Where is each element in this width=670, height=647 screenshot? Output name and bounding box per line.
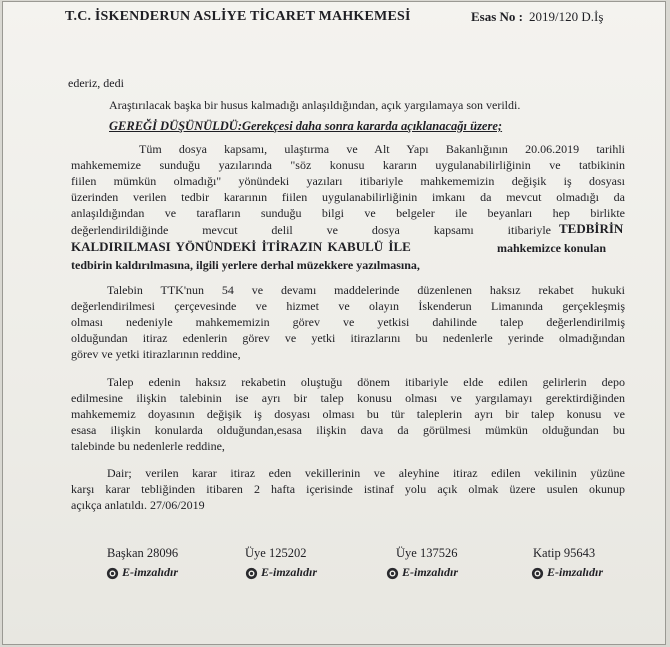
signatory-clerk: Katip 95643 — [533, 546, 596, 560]
e-signature — [245, 565, 317, 580]
e-signature-label: E-imzalıdır — [261, 565, 318, 579]
e-signature-label: E-imzalıdır — [122, 565, 179, 579]
e-signature-label: E-imzalıdır — [547, 565, 604, 579]
decision-line: tedbirin kaldırılmasına, ilgili yerlere derhal müzekkere yazılmasına, — [71, 258, 420, 272]
decision-heading: GEREĞİ DÜŞÜNÜLDÜ:Gerekçesi daha sonra kararda açıklanacağı üzere; — [109, 119, 503, 133]
paragraph-line: olduğundan itiraz edenlerin görev ve yetki itirazlarını bu nedenlerle yerinde olmadığından — [71, 331, 625, 345]
e-signature-label: E-imzalıdır — [402, 565, 459, 579]
paragraph-line: talebinde bu nedenlerle reddine, — [71, 439, 225, 453]
paragraph-line: esasa ilişkin konularda olduğundan,esasa ilişkin dava da görülmesi mümkün olduğundan bu — [71, 423, 625, 437]
paragraph-line: Talep edenin haksız rekabetin oluştuğu dönem itibariyle elde edilen gelirlerin depo — [107, 375, 625, 389]
paragraph-line: karşı karar tebliğinden itibaren 2 hafta içerisinde istinaf yolu açık olmak üzere usulen okunup — [71, 482, 625, 496]
e-signature — [531, 565, 603, 580]
document-page — [2, 1, 666, 645]
decision-line: fiilen mümkün olmadığı" yönündeki yazıları itibariyle mahkememizin değişik iş dosyası — [71, 174, 625, 188]
paragraph-line: Dair; verilen karar itiraz eden vekillerinin ve aleyhine itiraz edilen vekilinin yüzüne — [107, 466, 625, 480]
decision-line: mahkemizce konulan — [497, 241, 607, 255]
paragraph-line: edilmesine ilişkin talebinin ise ayrı bir talep konusu olması ve yargılamayı gerektirdiğinden — [71, 391, 625, 405]
decision-line: değerlendirildiğinde mevcut delil ve dosya kapsamı itibariyle — [71, 223, 551, 237]
decision-line: mahkememize sunduğu yazılarında "söz konusu kararın uygulanabilirliğinin ve tatbikinin — [71, 158, 625, 172]
e-signature — [386, 565, 458, 580]
paragraph-closing-hearing: Araştırılacak başka bir husus kalmadığı anlaşıldığından, açık yargılamaya son verildi. — [109, 98, 521, 112]
decision-emphasis: TEDBİRİN — [559, 221, 624, 236]
paragraph-line: açıkça anlatıldı. 27/06/2019 — [71, 498, 205, 512]
paragraph-line: Talebin TTK'nun 54 ve devamı maddelerinde düzenlenen haksız rekabet hukuki — [107, 283, 625, 297]
e-signature-seal-icon — [106, 567, 119, 580]
case-number-value: 2019/120 D.İş — [529, 9, 604, 24]
paragraph-line: olması nedeniyle mahkememizin görev ve yetkisi dahilinde talep değerlendirilmiş — [71, 315, 625, 329]
decision-line: anlaşıldığından ve tarafların sunduğu bilgi ve belgeler ile beyanları hep birlikte — [71, 206, 625, 220]
e-signature — [106, 565, 178, 580]
signatory-member-2: Üye 137526 — [396, 546, 458, 560]
decision-line: üzerinden verilen tedbir kararının fiilen uygulanabilirliğinin imkanı da mevcut olmadığı da — [71, 190, 625, 204]
paragraph-line: değerlendirilmesi çerçevesinde ve hizmet ve olayın İskenderun Limanında gerçekleşmiş — [71, 299, 625, 313]
paragraph-line: görev ve yetki itirazlarının reddine, — [71, 347, 241, 361]
paragraph-line: mahkememiz doyasının değişik iş dosyası olması bu tür taleplerin ayrı bir talep konusu ve — [71, 407, 625, 421]
signatory-member-1: Üye 125202 — [245, 546, 307, 560]
decision-emphasis: KALDIRILMASI YÖNÜNDEKİ İTİRAZIN KABULÜ İLE — [71, 239, 411, 254]
e-signature-seal-icon — [531, 567, 544, 580]
e-signature-seal-icon — [386, 567, 399, 580]
court-title: T.C. İSKENDERUN ASLİYE TİCARET MAHKEMESİ — [65, 9, 411, 24]
e-signature-seal-icon — [245, 567, 258, 580]
case-number-label: Esas No : — [471, 9, 524, 24]
paragraph-opening: ederiz, dedi — [68, 76, 124, 90]
signatory-president: Başkan 28096 — [107, 546, 179, 560]
case-number — [471, 9, 603, 25]
decision-line: Tüm dosya kapsamı, ulaştırma ve Alt Yapı Bakanlığının 20.06.2019 tarihli — [139, 142, 625, 156]
